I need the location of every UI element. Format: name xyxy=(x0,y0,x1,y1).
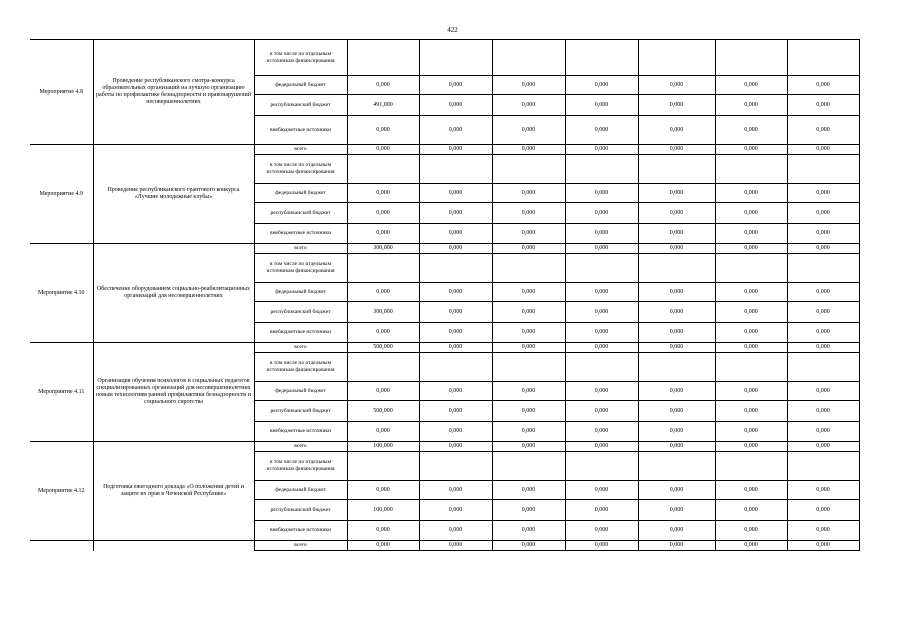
amount-cell: 0,000 xyxy=(419,203,492,224)
amount-cell: 0,000 xyxy=(347,422,419,442)
funding-source: в том числе по отдельным источникам финансирования xyxy=(254,40,347,76)
amount-cell: 0,000 xyxy=(638,500,715,521)
amount-cell: 0,000 xyxy=(492,442,565,452)
amount-cell: 0,000 xyxy=(419,302,492,323)
funding-source: внебюджетные источники xyxy=(254,224,347,244)
funding-source: федеральный бюджет xyxy=(254,481,347,500)
amount-cell: 0,000 xyxy=(787,500,859,521)
amount-cell: 0,000 xyxy=(715,302,787,323)
amount-cell: 0,000 xyxy=(419,442,492,452)
amount-cell: 0,000 xyxy=(715,116,787,145)
amount-cell: 0,000 xyxy=(715,95,787,116)
funding-source: внебюджетные источники xyxy=(254,116,347,145)
amount-cell: 0,000 xyxy=(419,541,492,551)
amount-cell xyxy=(638,452,715,481)
measure-description: Организация обучения психологов и социальных педагогов специализированных организаций для несовершеннолетних новым технологиям ранней профилактики безнадзорности и социального сиротства xyxy=(93,343,254,442)
amount-cell xyxy=(715,353,787,382)
amount-cell: 0,000 xyxy=(638,76,715,95)
amount-cell: 0,000 xyxy=(492,500,565,521)
budget-table xyxy=(30,39,860,551)
amount-cell xyxy=(565,452,638,481)
amount-cell: 0,000 xyxy=(565,145,638,155)
funding-source: внебюджетные источники xyxy=(254,323,347,343)
amount-cell xyxy=(492,155,565,184)
amount-cell: 0,000 xyxy=(715,76,787,95)
amount-cell: 0,000 xyxy=(715,382,787,401)
amount-cell: 0,000 xyxy=(419,500,492,521)
amount-cell: 0,000 xyxy=(419,521,492,541)
amount-cell: 0,000 xyxy=(715,481,787,500)
funding-source: внебюджетные источники xyxy=(254,521,347,541)
amount-cell: 0,000 xyxy=(565,283,638,302)
measure-label: Мероприятие 4.10 xyxy=(30,244,93,343)
amount-cell: 0,000 xyxy=(492,382,565,401)
amount-cell xyxy=(565,155,638,184)
amount-cell: 0,000 xyxy=(565,500,638,521)
amount-cell xyxy=(347,452,419,481)
amount-cell: 0,000 xyxy=(419,116,492,145)
amount-cell: 0,000 xyxy=(638,323,715,343)
amount-cell: 0,000 xyxy=(492,76,565,95)
amount-cell: 0,000 xyxy=(715,184,787,203)
amount-cell: 0,000 xyxy=(492,145,565,155)
amount-cell xyxy=(419,452,492,481)
amount-cell: 0,000 xyxy=(565,442,638,452)
amount-cell: 0,000 xyxy=(715,500,787,521)
amount-cell: 0,000 xyxy=(715,442,787,452)
amount-cell: 0,000 xyxy=(638,382,715,401)
funding-source: всего xyxy=(254,244,347,254)
amount-cell: 0,000 xyxy=(565,203,638,224)
amount-cell: 500,000 xyxy=(347,343,419,353)
amount-cell: 0,000 xyxy=(638,116,715,145)
amount-cell xyxy=(787,254,859,283)
amount-cell xyxy=(787,40,859,76)
amount-cell: 0,000 xyxy=(787,283,859,302)
amount-cell: 0,000 xyxy=(565,521,638,541)
amount-cell: 0,000 xyxy=(347,521,419,541)
amount-cell: 0,000 xyxy=(492,323,565,343)
amount-cell: 0,000 xyxy=(492,203,565,224)
funding-source: федеральный бюджет xyxy=(254,283,347,302)
funding-source: республиканский бюджет xyxy=(254,401,347,422)
amount-cell: 0,000 xyxy=(787,382,859,401)
amount-cell: 0,000 xyxy=(565,224,638,244)
measure-label: Мероприятие 4.8 xyxy=(30,40,93,145)
funding-source: в том числе по отдельным источникам финансирования xyxy=(254,155,347,184)
amount-cell: 491,000 xyxy=(347,95,419,116)
amount-cell xyxy=(347,155,419,184)
amount-cell: 0,000 xyxy=(347,145,419,155)
amount-cell xyxy=(419,353,492,382)
amount-cell: 0,000 xyxy=(715,521,787,541)
amount-cell: 0,000 xyxy=(715,145,787,155)
amount-cell xyxy=(565,40,638,76)
amount-cell: 0,000 xyxy=(492,481,565,500)
amount-cell: 0,000 xyxy=(638,343,715,353)
amount-cell: 0,000 xyxy=(347,541,419,551)
amount-cell: 0,000 xyxy=(787,481,859,500)
amount-cell: 0,000 xyxy=(787,145,859,155)
amount-cell xyxy=(419,155,492,184)
amount-cell: 0,000 xyxy=(565,95,638,116)
funding-source: в том числе по отдельным источникам финансирования xyxy=(254,353,347,382)
page-number: 422 xyxy=(447,26,458,34)
amount-cell: 0,000 xyxy=(787,244,859,254)
amount-cell xyxy=(419,254,492,283)
amount-cell xyxy=(492,452,565,481)
funding-source: внебюджетные источники xyxy=(254,422,347,442)
amount-cell: 0,000 xyxy=(787,184,859,203)
amount-cell: 0,000 xyxy=(419,76,492,95)
amount-cell: 300,000 xyxy=(347,302,419,323)
amount-cell: 0,000 xyxy=(419,382,492,401)
amount-cell: 0,000 xyxy=(347,203,419,224)
amount-cell: 500,000 xyxy=(347,401,419,422)
amount-cell: 0,000 xyxy=(565,76,638,95)
amount-cell: 0,000 xyxy=(638,224,715,244)
amount-cell: 0,000 xyxy=(492,244,565,254)
amount-cell: 0,000 xyxy=(715,323,787,343)
funding-source: республиканский бюджет xyxy=(254,95,347,116)
amount-cell: 0,000 xyxy=(347,283,419,302)
amount-cell xyxy=(347,40,419,76)
measure-description: Обеспечение оборудованием социально-реабилитационных организаций для несовершеннолетних xyxy=(93,244,254,343)
amount-cell: 0,000 xyxy=(492,541,565,551)
amount-cell: 0,000 xyxy=(638,541,715,551)
amount-cell: 0,000 xyxy=(419,422,492,442)
amount-cell: 0,000 xyxy=(638,244,715,254)
funding-source: всего xyxy=(254,442,347,452)
amount-cell xyxy=(565,353,638,382)
amount-cell: 0,000 xyxy=(638,481,715,500)
amount-cell: 0,000 xyxy=(787,302,859,323)
table-row xyxy=(30,244,859,254)
amount-cell: 0,000 xyxy=(347,481,419,500)
funding-source: всего xyxy=(254,541,347,551)
amount-cell: 0,000 xyxy=(419,95,492,116)
measure-label xyxy=(30,541,93,551)
amount-cell: 0,000 xyxy=(715,343,787,353)
measure-label: Мероприятие 4.12 xyxy=(30,442,93,541)
amount-cell: 0,000 xyxy=(715,541,787,551)
amount-cell: 0,000 xyxy=(787,521,859,541)
amount-cell: 0,000 xyxy=(565,541,638,551)
amount-cell: 0,000 xyxy=(787,541,859,551)
amount-cell: 0,000 xyxy=(419,244,492,254)
funding-source: всего xyxy=(254,145,347,155)
amount-cell: 0,000 xyxy=(492,283,565,302)
amount-cell: 100,000 xyxy=(347,500,419,521)
amount-cell: 0,000 xyxy=(787,76,859,95)
amount-cell: 0,000 xyxy=(715,422,787,442)
amount-cell: 0,000 xyxy=(638,302,715,323)
amount-cell: 0,000 xyxy=(492,343,565,353)
amount-cell: 0,000 xyxy=(419,401,492,422)
amount-cell: 0,000 xyxy=(492,116,565,145)
table-row xyxy=(30,343,859,353)
amount-cell xyxy=(715,40,787,76)
amount-cell xyxy=(347,254,419,283)
amount-cell xyxy=(347,353,419,382)
table-row xyxy=(30,40,859,76)
amount-cell: 0,000 xyxy=(715,401,787,422)
table-row xyxy=(30,145,859,155)
measure-description: Проведение республиканского смотра-конкурса образовательных организаций на лучшую организацию работы по профилактике безнадзорности и правонарушений несовершеннолетних xyxy=(93,40,254,145)
amount-cell: 0,000 xyxy=(347,382,419,401)
amount-cell: 0,000 xyxy=(787,116,859,145)
amount-cell xyxy=(492,40,565,76)
amount-cell: 0,000 xyxy=(347,76,419,95)
amount-cell: 0,000 xyxy=(565,244,638,254)
amount-cell: 0,000 xyxy=(787,95,859,116)
amount-cell: 100,000 xyxy=(347,442,419,452)
measure-label: Мероприятие 4.9 xyxy=(30,145,93,244)
amount-cell: 0,000 xyxy=(787,224,859,244)
amount-cell: 300,000 xyxy=(347,244,419,254)
amount-cell: 0,000 xyxy=(492,95,565,116)
amount-cell: 0,000 xyxy=(492,401,565,422)
amount-cell: 0,000 xyxy=(492,184,565,203)
amount-cell: 0,000 xyxy=(492,302,565,323)
amount-cell: 0,000 xyxy=(715,283,787,302)
amount-cell: 0,000 xyxy=(565,382,638,401)
amount-cell: 0,000 xyxy=(715,224,787,244)
amount-cell: 0,000 xyxy=(565,422,638,442)
measure-label: Мероприятие 4.11 xyxy=(30,343,93,442)
amount-cell: 0,000 xyxy=(347,323,419,343)
amount-cell: 0,000 xyxy=(565,481,638,500)
amount-cell: 0,000 xyxy=(638,442,715,452)
table-row xyxy=(30,541,859,551)
amount-cell: 0,000 xyxy=(419,184,492,203)
amount-cell: 0,000 xyxy=(492,422,565,442)
amount-cell xyxy=(638,40,715,76)
amount-cell xyxy=(715,155,787,184)
amount-cell: 0,000 xyxy=(492,224,565,244)
amount-cell: 0,000 xyxy=(787,323,859,343)
amount-cell: 0,000 xyxy=(638,401,715,422)
amount-cell: 0,000 xyxy=(787,442,859,452)
amount-cell xyxy=(787,155,859,184)
amount-cell: 0,000 xyxy=(565,343,638,353)
amount-cell xyxy=(492,254,565,283)
amount-cell: 0,000 xyxy=(492,521,565,541)
amount-cell: 0,000 xyxy=(715,244,787,254)
funding-source: федеральный бюджет xyxy=(254,76,347,95)
amount-cell: 0,000 xyxy=(715,203,787,224)
amount-cell: 0,000 xyxy=(347,116,419,145)
amount-cell: 0,000 xyxy=(419,343,492,353)
table-row xyxy=(30,442,859,452)
amount-cell: 0,000 xyxy=(787,343,859,353)
amount-cell: 0,000 xyxy=(638,283,715,302)
funding-source: федеральный бюджет xyxy=(254,382,347,401)
amount-cell: 0,000 xyxy=(565,302,638,323)
amount-cell: 0,000 xyxy=(787,422,859,442)
funding-source: в том числе по отдельным источникам финансирования xyxy=(254,452,347,481)
amount-cell: 0,000 xyxy=(565,116,638,145)
amount-cell xyxy=(715,452,787,481)
amount-cell: 0,000 xyxy=(565,184,638,203)
amount-cell: 0,000 xyxy=(419,283,492,302)
funding-source: федеральный бюджет xyxy=(254,184,347,203)
amount-cell: 0,000 xyxy=(347,184,419,203)
funding-source: в том числе по отдельным источникам финансирования xyxy=(254,254,347,283)
amount-cell: 0,000 xyxy=(787,401,859,422)
amount-cell xyxy=(638,155,715,184)
funding-source: всего xyxy=(254,343,347,353)
amount-cell: 0,000 xyxy=(638,521,715,541)
amount-cell: 0,000 xyxy=(638,203,715,224)
amount-cell: 0,000 xyxy=(638,422,715,442)
funding-source: республиканский бюджет xyxy=(254,500,347,521)
amount-cell xyxy=(787,353,859,382)
amount-cell: 0,000 xyxy=(638,145,715,155)
amount-cell xyxy=(638,353,715,382)
amount-cell xyxy=(492,353,565,382)
amount-cell xyxy=(715,254,787,283)
amount-cell: 0,000 xyxy=(787,203,859,224)
amount-cell xyxy=(638,254,715,283)
measure-description: Проведение республиканского грантового конкурса «Лучшие молодежные клубы» xyxy=(93,145,254,244)
funding-source: республиканский бюджет xyxy=(254,203,347,224)
amount-cell xyxy=(419,40,492,76)
amount-cell: 0,000 xyxy=(638,184,715,203)
amount-cell: 0,000 xyxy=(419,481,492,500)
amount-cell: 0,000 xyxy=(638,95,715,116)
measure-description: Подготовка ежегодного доклада «О положении детей и защите их прав в Чеченской Республике» xyxy=(93,442,254,541)
amount-cell: 0,000 xyxy=(419,224,492,244)
measure-description xyxy=(93,541,254,551)
amount-cell xyxy=(787,452,859,481)
amount-cell: 0,000 xyxy=(565,323,638,343)
amount-cell: 0,000 xyxy=(419,323,492,343)
funding-source: республиканский бюджет xyxy=(254,302,347,323)
amount-cell: 0,000 xyxy=(419,145,492,155)
amount-cell: 0,000 xyxy=(347,224,419,244)
amount-cell xyxy=(565,254,638,283)
amount-cell: 0,000 xyxy=(565,401,638,422)
